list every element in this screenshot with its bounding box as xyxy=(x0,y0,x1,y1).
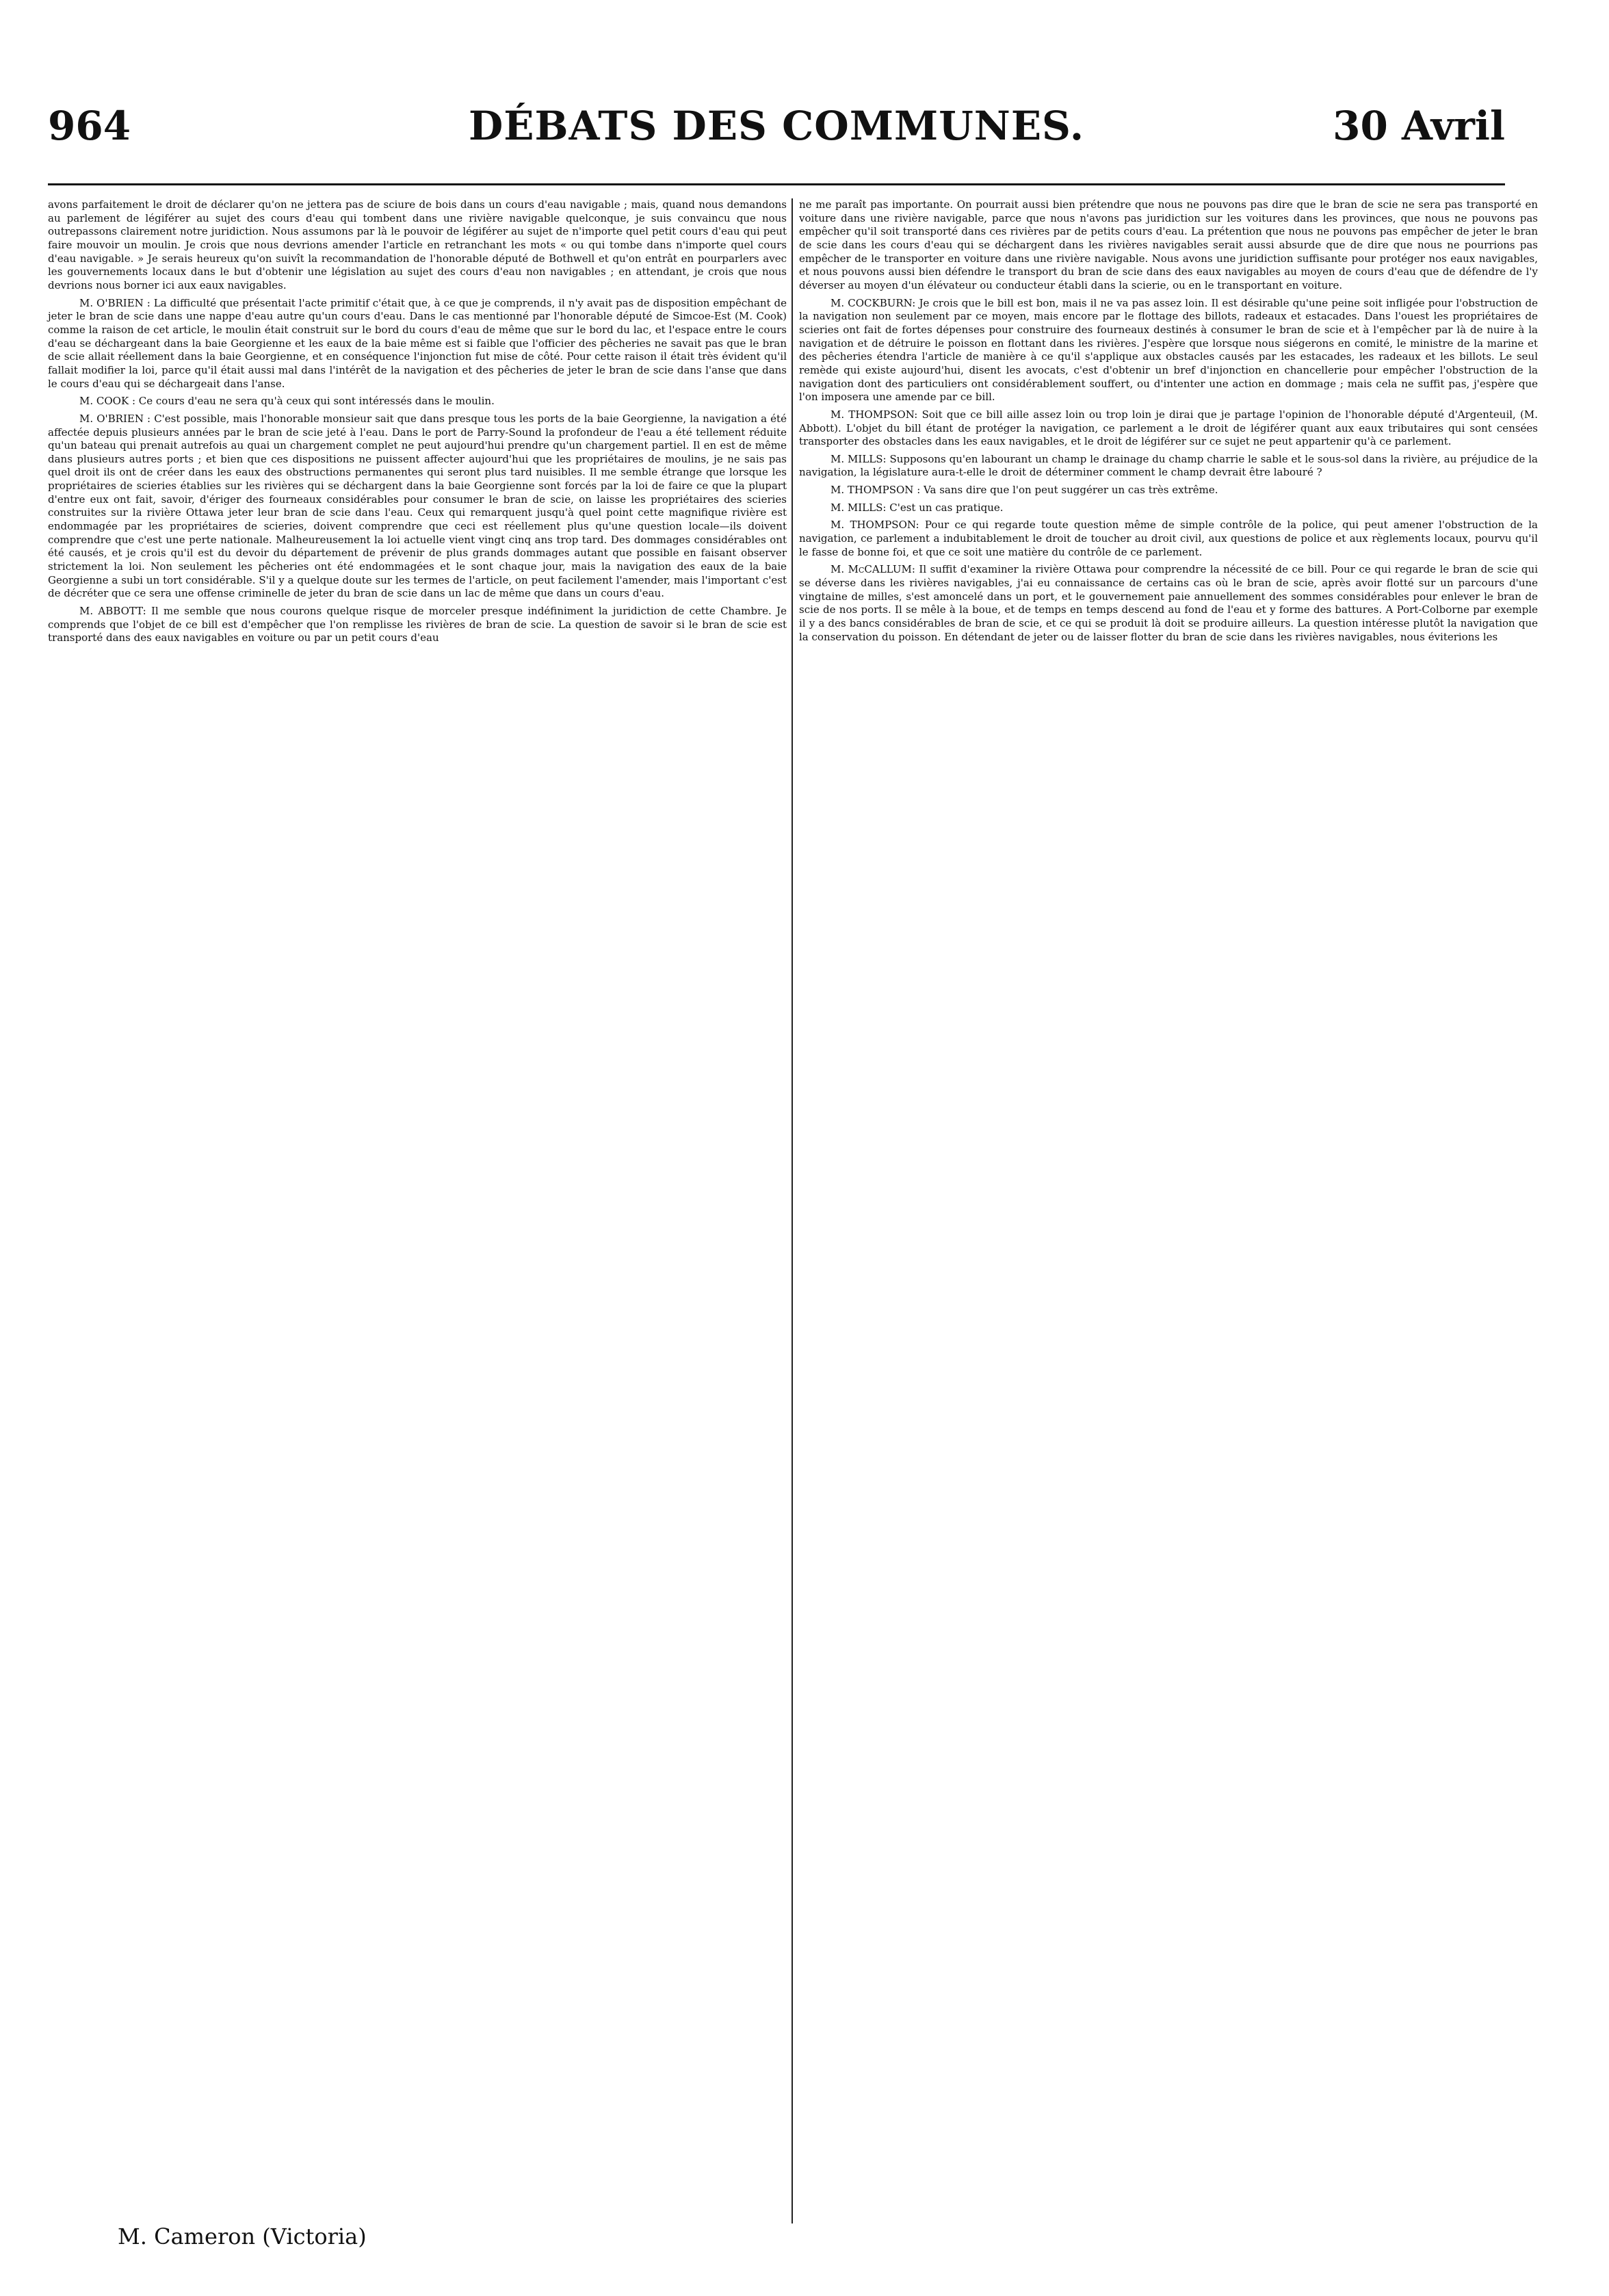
header-rule xyxy=(48,183,1505,185)
paragraph-text: Je crois que le bill est bon, mais il ne va pas assez loin. Il est désirable qu'une peine soit infligée pour l'obstruction de la navigation non seulement par ce moyen, mais encore par le flottage des billots, radeaux et estacades. Dans l'ouest les propriétaires de scieries ont fait de fortes dépenses pour construire des fourneaux destinés à consumer le bran de scie et à l'empêcher par là de nuire à la navigation et de détruire le poisson en flottant dans les rivières. J'espère que lorsque nous siégerons en comité, le ministre de la marine et des pêcheries étendra l'article de manière à ce qu'il s'applique aux obstacles causés par les estacades, les radeaux et les billots. Le seul remède qui existe aujourd'hui, disent les avocats, c'est d'obtenir un bref d'injonction en chancellerie pour empêcher l'obstruction de la navigation dont des particuliers ont considérablement souffert, ou d'intenter une action en dommage ; mais cela ne suffit pas, j'espère que l'on imposera une amende par ce bill. xyxy=(799,296,1538,404)
paragraph xyxy=(799,198,1538,293)
speaker-name: M. ABBOTT: xyxy=(79,605,146,618)
paragraph-text: avons parfaitement le droit de déclarer qu'on ne jettera pas de sciure de bois dans un cours d'eau navigable ; mais, quand nous demandons au parlement de légiférer au sujet des cours d'eau qui tombent dans une rivière navigable quelconque, je suis convaincu que nous outrepassons clairement notre juridiction. Nous assumons par là le pouvoir de légiférer au sujet de n'importe quel petit cours d'eau qui peut faire mouvoir un moulin. Je crois que nous devrions amender l'article en retranchant les mots « ou qui tombe dans n'importe quel cours d'eau navigable. » Je serais heureux qu'on suivît la recommandation de l'honorable député de Bothwell et qu'on entrât en pourparlers avec les gouvernements locaux dans le but d'obtenir une législation au sujet des cours d'eau non navigables ; en attendant, je crois que nous devrions nous borner ici aux eaux navigables. xyxy=(48,198,787,291)
page-title: DÉBATS DES COMMUNES. xyxy=(468,103,1085,149)
signature: M. Cameron (Victoria) xyxy=(118,2223,367,2249)
paragraph-text: La difficulté que présentait l'acte primitif c'était que, à ce que je comprends, il n'y avait pas de disposition empêchant de jeter le bran de scie dans une nappe d'eau autre qu'un cours d'eau. Dans le cas mentionné par l'honorable député de Simcoe-Est (M. Cook) comme la raison de cet article, le moulin était construit sur le bord du cours d'eau de même que sur le bord du lac, et l'espace entre le cours d'eau se déchargeant dans la baie Georgienne et les eaux de la baie même est si faible que l'officier des pêcheries ne savait pas que le bran de scie allait réellement dans la baie Georgienne, et en conséquence l'injonction fut mise de côté. Pour cette raison il était très évident qu'il fallait modifier la loi, parce qu'il était aussi mal dans l'intérêt de la navigation et des pêcheries de jeter le bran de scie dans l'anse que dans le cours d'eau qui se déchargeait dans l'anse. xyxy=(48,296,787,390)
paragraph xyxy=(48,198,787,293)
paragraph xyxy=(799,563,1538,644)
paragraph-text: Pour ce qui regarde toute question même de simple contrôle de la police, qui peut amener l'obstruction de la navigation, ce parlement a indubitablement le droit de toucher au droit civil, aux questions de police et aux règlements locaux, pourvu qu'il le fasse de bonne foi, et que ce soit une matière du contrôle de ce parlement. xyxy=(799,519,1538,558)
speaker-name: M. THOMPSON : xyxy=(830,484,921,497)
speaker-name: M. COOK : xyxy=(79,395,135,408)
page-date: 30 Avril xyxy=(1333,103,1505,149)
page-header xyxy=(48,103,1505,157)
paragraph xyxy=(48,395,787,408)
paragraph xyxy=(799,408,1538,449)
paragraph-text: Il me semble que nous courons quelque risque de morceler presque indéfiniment la juridiction de cette Chambre. Je comprends que l'objet de ce bill est d'empêcher que l'on remplisse les rivières de bran de scie. La question de savoir si le bran de scie est transporté dans des eaux navigables en voiture ou par un petit cours d'eau xyxy=(48,605,787,644)
paragraph-text: Ce cours d'eau ne sera qu'à ceux qui sont intéressés dans le moulin. xyxy=(138,395,495,408)
speaker-name: M. COCKBURN: xyxy=(830,296,916,309)
paragraph xyxy=(799,453,1538,480)
paragraph xyxy=(799,501,1538,515)
speaker-name: M. McCALLUM: xyxy=(830,563,915,576)
paragraph xyxy=(799,297,1538,404)
paragraph-text: Il suffit d'examiner la rivière Ottawa pour comprendre la nécessité de ce bill. Pour ce qui regarde le bran de scie qui se déverse dans les rivières navigables, j'ai eu connaissance de certains cas où le bran de scie, après avoir flotté sur un parcours d'une vingtaine de milles, s'est amoncelé dans un port, et le gouvernement paie annuellement des sommes considérables pour enlever le bran de scie de nos ports. Il se mêle à la boue, et de temps en temps descend au fond de l'eau et y forme des battures. A Port-Colborne par exemple il y a des bancs considérables de bran de scie, et ce qui se produit là doit se produire ailleurs. La question intéresse plutôt la navigation que la conservation du poisson. En détendant de jeter ou de laisser flotter du bran de scie dans les rivières navigables, nous éviterions les xyxy=(799,563,1538,643)
paragraph-text: ne me paraît pas importante. On pourrait aussi bien prétendre que nous ne pouvons pas dire que le bran de scie ne sera pas transporté en voiture dans une rivière navigable, parce que nous n'avons pas juridiction sur les voitures dans les provinces, que nous ne pouvons pas empêcher qu'il soit transporté dans ces rivières par de petits cours d'eau. La prétention que nous ne pouvons pas empêcher de jeter le bran de scie dans les cours d'eau qui se déchargent dans les rivières navigables serait aussi absurde que de dire que nous ne pourrions pas empêcher de le transporter en voiture dans une rivière navigable. Nous avons une juridiction suffisante pour protéger nos eaux navigables, et nous pouvons aussi bien défendre le transport du bran de scie dans des eaux navigables au moyen de cours d'eau que de défendre de l'y déverser au moyen d'un élévateur ou conducteur établi dans la scierie, ou en le transportant en voiture. xyxy=(799,198,1538,291)
paragraph xyxy=(48,413,787,601)
paragraph-text: Supposons qu'en labourant un champ le drainage du champ charrie le sable et le sous-sol dans la rivière, au préjudice de la navigation, la législature aura-t-elle le droit de déterminer comment le champ devrait être labouré ? xyxy=(799,452,1538,479)
paragraph xyxy=(799,519,1538,559)
speaker-name: M. THOMPSON: xyxy=(830,408,918,421)
column-divider xyxy=(792,198,793,2223)
paragraph-text: Va sans dire que l'on peut suggérer un cas très extrême. xyxy=(924,484,1218,497)
paragraph xyxy=(48,297,787,391)
paragraph xyxy=(799,484,1538,497)
paragraph-text: Soit que ce bill aille assez loin ou trop loin je dirai que je partage l'opinion de l'honorable député d'Argenteuil, (M. Abbott). L'objet du bill étant de protéger la navigation, ce parlement a le droit de légiférer quant aux eaux tributaires qui sont censées transporter des obstacles dans les eaux navigables, et le droit de légiférer sur ce sujet ne peut appartenir qu'à ce parlement. xyxy=(799,408,1538,448)
right-column xyxy=(799,198,1538,2251)
speaker-name: M. THOMPSON: xyxy=(830,519,919,532)
speaker-name: M. O'BRIEN : xyxy=(79,296,151,309)
speaker-name: M. MILLS: xyxy=(830,452,887,465)
paragraph xyxy=(48,605,787,645)
paragraph-text: C'est possible, mais l'honorable monsieur sait que dans presque tous les ports de la baie Georgienne, la navigation a été affectée depuis plusieurs années par le bran de scie jeté à l'eau. Dans le port de Parry-Sound la profondeur de l'eau a été tellement réduite qu'un bateau qui prenait autrefois au quai un chargement complet ne peut aujourd'hui prendre qu'un chargement partiel. Il en est de même dans plusieurs autres ports ; et bien que ces dispositions ne puissent affecter aujourd'hui que les propriétaires de moulins, je ne sais pas quel droit ils ont de créer dans les eaux des obstructions permanentes qui seront plus tard nuisibles. Il me semble étrange que lorsque les propriétaires de scieries établies sur les rivières qui se déchargent dans la baie Georgienne sont forcés par la loi de faire ce que la plupart d'entre eux ont fait, savoir, d'ériger des fourneaux considérables pour consumer le bran de scie, on laisse les propriétaires des scieries construites sur la rivière Ottawa jeter leur bran de scie dans l'eau. Ceux qui remarquent jusqu'à quel point cette magnifique rivière est endommagée par les propriétaires de scieries, doivent comprendre que ceci est réellement plus qu'une question locale—ils doivent comprendre que c'est une perte nationale. Malheureusement la loi actuelle vient vingt cinq ans trop tard. Des dommages considérables ont été causés, et je crois qu'il est du devoir du département de prévenir de plus grands dommages autant que possible en faisant observer strictement la loi. Non seulement les pêcheries ont été endommagées et le sont chaque jour, mais la navigation des eaux de la baie Georgienne a subi un tort considérable. S'il y a quelque doute sur les termes de l'article, on peut facilement l'amender, mais l'important c'est de décréter que ce sera une offense criminelle de jeter du bran de scie dans un lac de même que dans un cours d'eau. xyxy=(48,412,787,600)
page-number: 964 xyxy=(48,103,131,149)
left-column xyxy=(48,198,787,2251)
paragraph-text: C'est un cas pratique. xyxy=(889,501,1004,514)
speaker-name: M. O'BRIEN : xyxy=(79,412,151,425)
speaker-name: M. MILLS: xyxy=(830,501,887,514)
